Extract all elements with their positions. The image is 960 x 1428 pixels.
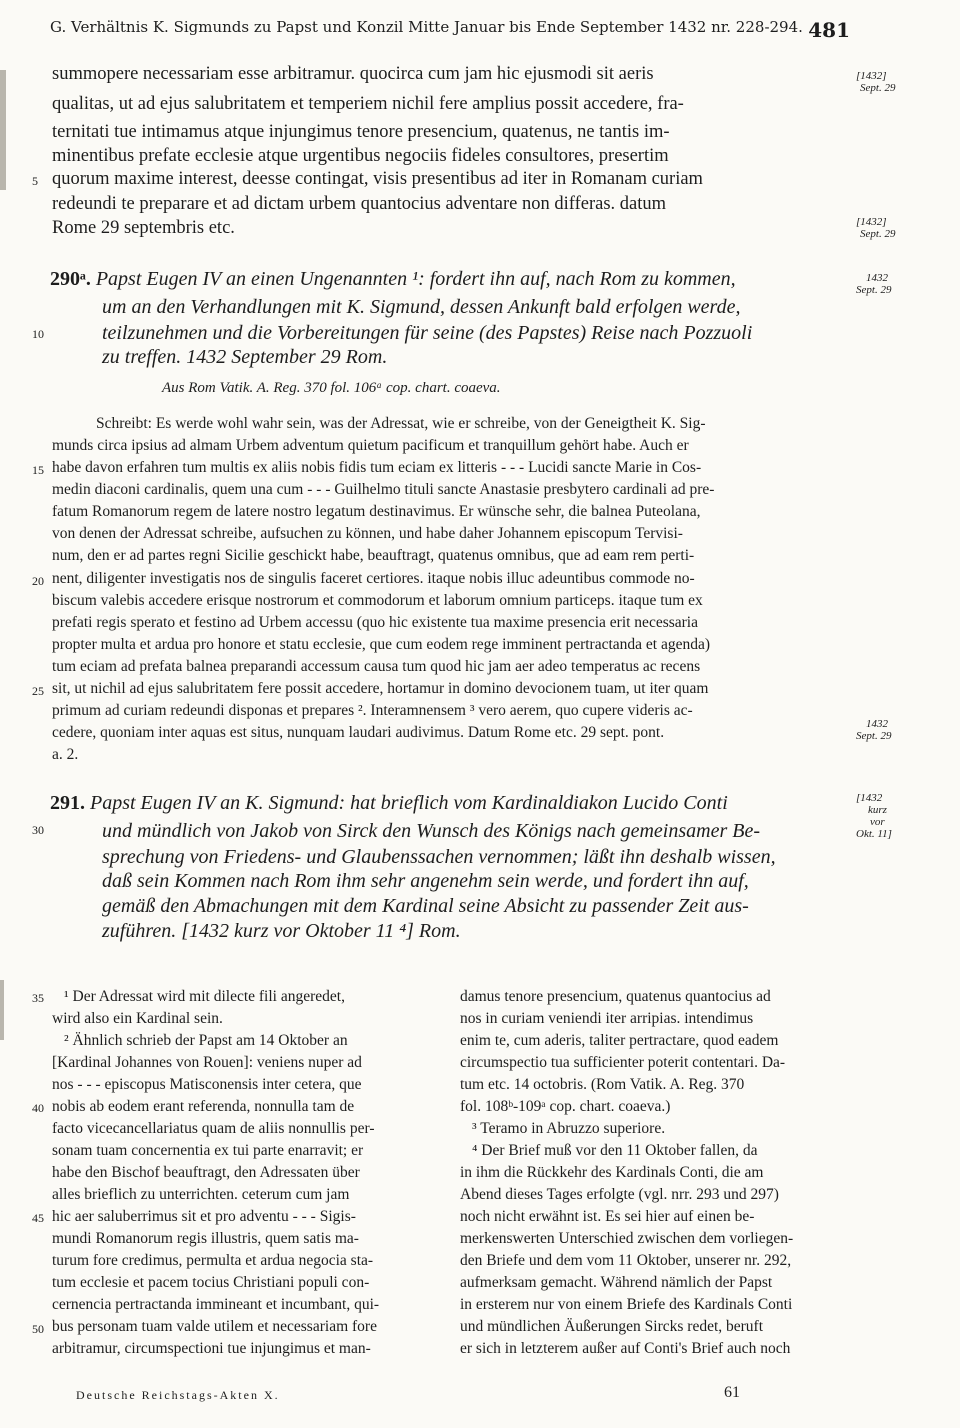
text-line: biscum valebis accedere erisque nostrorum et commodorum et laborum omnium particeps. itaque tum ex (52, 592, 703, 609)
footnote-line: und mündlichen Äußerungen Sircks redet, beruft (460, 1318, 764, 1335)
line-number: 50 (32, 1322, 44, 1336)
margin-date-year: [1432] (856, 70, 887, 82)
footnote-line: hic aer saluberrimus sit et pro adventu - - - Sigis- (52, 1208, 356, 1225)
footnote-line: damus tenore presencium, quatenus quantocius ad (460, 988, 771, 1005)
footnote-line: fol. 108ᵇ-109ᵃ cop. chart. coaeva.) (460, 1098, 671, 1115)
regest-line (50, 268, 736, 291)
line-number: 15 (32, 463, 44, 477)
scan-edge-shadow (0, 980, 4, 1040)
footnote-line: mundi Romanorum regis illustris, quem satis ma- (52, 1230, 359, 1247)
regest-line: und mündlich von Jakob von Sirck den Wunsch des Königs nach gemeinsamer Be- (102, 820, 760, 842)
footnote-line: sonam tuam concernentia ex tui parte enarravit; er (52, 1142, 364, 1159)
regest-line: zuführen. [1432 kurz vor Oktober 11 ⁴] Rom. (102, 920, 461, 942)
text-line: a. 2. (52, 746, 79, 763)
text-line: tum eciam ad prefata balnea preparandi accessum causa tum quod hic jam aer adeo temperatus ac recens (52, 658, 701, 675)
text-line: num, den er ad partes regni Sicilie geschickt habe, beauftragt, quatenus omnibus, que ad eam rem perti- (52, 547, 695, 564)
text-line: sit, ut nichil ad ejus salubritatem fere possit accedere, hortamur in domino devocionem tuam, ut iter quam (52, 680, 709, 697)
margin-date-year: 1432 (866, 718, 888, 730)
margin-date (856, 216, 895, 240)
margin-date-day: Sept. 29 (860, 82, 896, 94)
text-line: nent, diligenter investigatis nos de singulis faceret certiores. itaque nobis illuc adeuntibus commode no- (52, 570, 695, 587)
text-line: minentibus prefate ecclesie atque urgentibus negociis fideles consultores, presertim (52, 146, 669, 166)
footnote-line: nobis ab eodem erant referenda, nonnulla tam de (52, 1098, 355, 1115)
margin-date-year: [1432 (856, 792, 883, 804)
text-line: quorum maxime interest, deesse contingat, visis presentibus ad iter in Romanam curiam (52, 169, 703, 189)
footnote-line: in ihm die Rückkehr des Kardinals Conti, die am (460, 1164, 764, 1181)
footnote-line: merkenswerten Unterschied zwischen dem vorliegen- (460, 1230, 794, 1247)
footnote-line: ¹ Der Adressat wird mit dilecte fili angeredet, (64, 988, 345, 1005)
regest-line: gemäß den Abmachungen mit dem Kardinal seine Absicht zu passender Zeit aus- (102, 895, 749, 917)
margin-date-year: 1432 (866, 272, 888, 284)
margin-date (856, 718, 891, 742)
footnote-line: turum fore credimus, permulta et ardua negocia sta- (52, 1252, 374, 1269)
text-line: munds circa ipsius ad almam Urbem adventum quietum pacificum et tranquillum gehört habe. Auch er (52, 437, 689, 454)
text-line: von denen der Adressat schreibe, aufsuchen zu können, und habe daher Johannem episcopum Tervisi- (52, 525, 683, 542)
footnote-line: wird also ein Kardinal sein. (52, 1010, 223, 1027)
text-line: summopere necessariam esse arbitramur. quocirca cum jam hic ejusmodi sit aeris (52, 64, 654, 84)
footnote-line: habe den Bischof beauftragt, den Adressaten über (52, 1164, 360, 1181)
regest-line: sprechung von Friedens- und Glaubenssachen vernommen; läßt ihn deshalb wissen, (102, 846, 776, 868)
margin-date-day: Sept. 29 (856, 284, 892, 296)
regest-text: Papst Eugen IV an einen Ungenannten ¹: fordert ihn auf, nach Rom zu kommen, (95, 268, 736, 290)
text-line: redeundi te preparare et ad dictam urbem quantocius adventare non differas. datum (52, 194, 667, 214)
footnote-line: ² Ähnlich schrieb der Papst am 14 Oktober an (64, 1032, 348, 1049)
footnote-line: facto vicecancellariatus quam de aliis nonnullis per- (52, 1120, 375, 1137)
footnote-line: ³ Teramo in Abruzzo superiore. (472, 1120, 666, 1137)
margin-date-day: Sept. 29 (856, 730, 892, 742)
footnote-line: den Briefe und dem vom 11 Oktober, unserer nr. 292, (460, 1252, 792, 1269)
margin-date-day: Sept. 29 (860, 228, 896, 240)
text-line: cedere, quoniam inter aquas est situs, nunquam laudari audivimus. Datum Rome etc. 29 sept. pont. (52, 724, 665, 741)
footnote-line: ⁴ Der Brief muß vor den 11 Oktober fallen, da (472, 1142, 758, 1159)
text-line: qualitas, ut ad ejus salubritatem et temperiem nichil fere amplius possit accedere, fra- (52, 94, 684, 114)
regest-line: teilzunehmen und die Vorbereitungen für seine (des Papstes) Reise nach Pozzuoli (102, 322, 753, 344)
page-number: 481 (808, 18, 850, 42)
margin-date-day: Okt. 11] (856, 828, 892, 840)
margin-date-year: [1432] (856, 216, 887, 228)
text-line: ternitati tue intimamus atque injungimus tenore presencium, quatenus, ne tantis im- (52, 122, 670, 142)
line-number: 45 (32, 1211, 44, 1225)
signature-line: Deutsche Reichstags-Akten X. (76, 1388, 280, 1402)
text-line: primum ad curiam redeundi disponas et prepares ². Interamnensem ³ vero aerem, quo cupere videris ac- (52, 702, 693, 719)
sheet-number: 61 (724, 1384, 740, 1401)
footnote-line: Abend dieses Tages erfolgte (vgl. nrr. 293 und 297) (460, 1186, 779, 1203)
footnote-line: nos - - - episcopus Matisconensis inter cetera, que (52, 1076, 362, 1093)
regest-line (50, 792, 728, 815)
regest-line: daß sein Kommen nach Rom ihm sehr angenehm sein werde, und fordert ihn auf, (102, 870, 749, 892)
text-line: prefati regis sperato et festino ad Urbem accessu (quo hic existente tua maxime presencia erit necessaria (52, 614, 698, 631)
regest-number: 290ᵃ. (50, 268, 91, 290)
footnote-line: nos in curiam veniendi iter arripias. intendimus (460, 1010, 754, 1027)
regest-text: Papst Eugen IV an K. Sigmund: hat brieflich vom Kardinaldiakon Lucido Conti (90, 792, 728, 814)
text-line: habe davon erfahren tum multis ex aliis nobis fidis tum eciam ex litteris - - - Lucidi sancte Marie in Cos- (52, 459, 702, 476)
text-line: Schreibt: Es werde wohl wahr sein, was der Adressat, wie er schreibe, von der Geneigtheit K. Sig- (96, 415, 706, 432)
text-line: fatum Romanorum regem de latere nostro legatum destinavimus. Er wünsche sehr, die balnea Puteolana, (52, 503, 701, 520)
margin-date-note: vor (870, 816, 885, 828)
text-line: medin diaconi cardinalis, quem una cum - - - Guilhelmo tituli sancte Anastasie presbytero cardinali ad pre- (52, 481, 715, 498)
line-number: 40 (32, 1101, 44, 1115)
margin-date (856, 272, 891, 296)
margin-date (856, 70, 895, 94)
running-head (50, 18, 850, 42)
scan-edge-shadow (0, 70, 6, 190)
source-note: Aus Rom Vatik. A. Reg. 370 fol. 106ᵃ cop. chart. coaeva. (162, 380, 501, 396)
footnote-line: in ersterem nur von einem Briefe des Kardinals Conti (460, 1296, 793, 1313)
line-number: 5 (32, 174, 38, 188)
margin-date (856, 792, 892, 840)
footnote-line: [Kardinal Johannes von Rouen]: veniens nuper ad (52, 1054, 362, 1071)
line-number: 25 (32, 684, 44, 698)
line-number: 20 (32, 574, 44, 588)
footnote-line: bus personam tuam valde utilem et necessariam fore (52, 1318, 377, 1335)
footnote-line: noch nicht erwähnt ist. Es sei hier auf einen be- (460, 1208, 755, 1225)
footnote-line: tum ecclesie et pacem tocius Christiani populi con- (52, 1274, 370, 1291)
footnote-line: alles brieflich zu unterrichten. ceterum cum jam (52, 1186, 350, 1203)
footnote-line: arbitramur, circumspectioni tue injungimus et man- (52, 1340, 371, 1357)
footnote-line: enim te, cum aderis, taliter pertractare, quod eadem (460, 1032, 779, 1049)
text-line: propter multa et ardua pro honore et statu ecclesie, que cum eodem rege imminent pertractanda et agenda) (52, 636, 711, 653)
margin-date-note: kurz (868, 804, 887, 816)
footnote-line: aufmerksam gemacht. Während nämlich der Papst (460, 1274, 773, 1291)
running-head-title: G. Verhältnis K. Sigmunds zu Papst und Konzil Mitte Januar bis Ende September 1432 nr. 228-294. (50, 18, 803, 36)
regest-line: zu treffen. 1432 September 29 Rom. (102, 346, 388, 368)
footnote-line: cernencia pertractanda immineant et incumbant, qui- (52, 1296, 380, 1313)
line-number: 35 (32, 991, 44, 1005)
footnote-line: er sich in letzterem außer auf Conti's Brief auch noch (460, 1340, 791, 1357)
footnote-line: circumspectio tua sufficienter poterit contentari. Da- (460, 1054, 786, 1071)
text-line: Rome 29 septembris etc. (52, 218, 235, 238)
regest-line: um an den Verhandlungen mit K. Sigmund, dessen Ankunft bald erfolgen werde, (102, 296, 741, 318)
footnote-line: tum etc. 14 octobris. (Rom Vatik. A. Reg. 370 (460, 1076, 745, 1093)
line-number: 30 (32, 823, 44, 837)
regest-number: 291. (50, 792, 85, 814)
line-number: 10 (32, 327, 44, 341)
